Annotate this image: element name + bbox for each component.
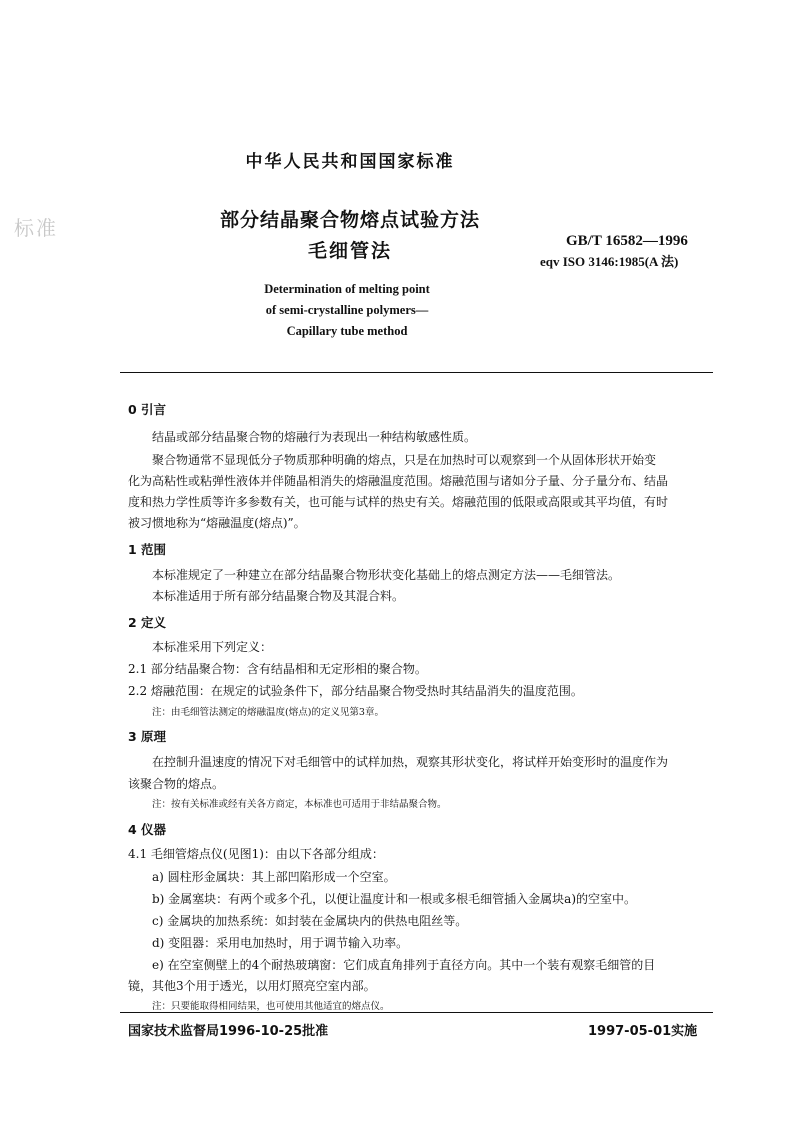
document-title: 部分结晶聚合物熔点试验方法 (219, 209, 480, 231)
approval-date: 国家技术监督局1996-10-25批准 (128, 1024, 329, 1039)
english-title-line-2: of semi-crystalline polymers— (265, 303, 429, 317)
paragraph: 该聚合物的熔点。 (128, 777, 225, 791)
paragraph: 度和热力学性质等许多参数有关，也可能与试样的热史有关。熔融范围的低限或高限或其平均值，有时 (128, 495, 669, 509)
definition-2-1: 2.1 部分结晶聚合物：含有结晶相和无定形相的聚合物。 (128, 662, 427, 676)
paragraph: 被习惯地称为“熔融温度(熔点)”。 (128, 516, 306, 530)
standard-code: GB/T 16582—1996 (566, 233, 688, 249)
section-2-heading: 2 定义 (128, 615, 167, 630)
list-item: a) 圆柱形金属块：其上部凹陷形成一个空室。 (152, 870, 396, 884)
section-0-heading: 0 引言 (128, 402, 167, 417)
english-title-line-1: Determination of melting point (264, 282, 430, 296)
paragraph: 化为高粘性或粘弹性液体并伴随晶相消失的熔融温度范围。熔融范围与诸如分子量、分子量分布、结晶 (128, 474, 669, 488)
paragraph: 结晶或部分结晶聚合物的熔融行为表现出一种结构敏感性质。 (152, 430, 477, 444)
paragraph: 本标准采用下列定义： (152, 640, 273, 654)
document-subtitle: 毛细管法 (307, 240, 392, 262)
section-3-heading: 3 原理 (128, 729, 167, 744)
list-item: d) 变阻器：采用电加热时，用于调节输入功率。 (152, 936, 409, 950)
top-divider (120, 372, 713, 373)
section-1-heading: 1 范围 (128, 542, 167, 557)
note: 注：只要能取得相同结果，也可使用其他适宜的熔点仪。 (152, 1001, 390, 1012)
list-item: 镜，其他3个用于透光，以用灯照亮空室内部。 (128, 979, 376, 993)
list-item: e) 在空室侧壁上的4个耐热玻璃窗：它们成直角排列于直径方向。其中一个装有观察毛细管的目 (152, 958, 656, 972)
list-item: b) 金属塞块：有两个或多个孔，以便让温度计和一根或多根毛细管插入金属块a)的空室中。 (152, 892, 637, 906)
note: 注：由毛细管法测定的熔融温度(熔点)的定义见第3章。 (152, 707, 384, 718)
watermark-text: 标准 (14, 216, 58, 240)
paragraph: 聚合物通常不显现低分子物质那种明确的熔点，只是在加热时可以观察到一个从固体形状开始变 (152, 453, 657, 467)
bottom-divider (120, 1012, 713, 1013)
english-title-line-3: Capillary tube method (286, 324, 408, 338)
effective-date: 1997-05-01实施 (588, 1024, 698, 1039)
paragraph: 在控制升温速度的情况下对毛细管中的试样加热，观察其形状变化，将试样开始变形时的温度作为 (152, 755, 669, 769)
national-standard-heading: 中华人民共和国国家标准 (245, 152, 455, 172)
section-4-heading: 4 仪器 (128, 822, 167, 837)
paragraph: 本标准规定了一种建立在部分结晶聚合物形状变化基础上的熔点测定方法——毛细管法。 (152, 568, 621, 582)
equivalent-standard: eqv ISO 3146:1985(A 法) (540, 254, 679, 269)
list-item: c) 金属块的加热系统：如封装在金属块内的供热电阻丝等。 (152, 914, 468, 928)
definition-2-2: 2.2 熔融范围：在规定的试验条件下，部分结晶聚合物受热时其结晶消失的温度范围。 (128, 684, 583, 698)
note: 注：按有关标准或经有关各方商定，本标准也可适用于非结晶聚合物。 (152, 799, 447, 810)
paragraph: 本标准适用于所有部分结晶聚合物及其混合料。 (152, 589, 405, 603)
clause-4-1: 4.1 毛细管熔点仪(见图1)：由以下各部分组成： (128, 847, 384, 861)
